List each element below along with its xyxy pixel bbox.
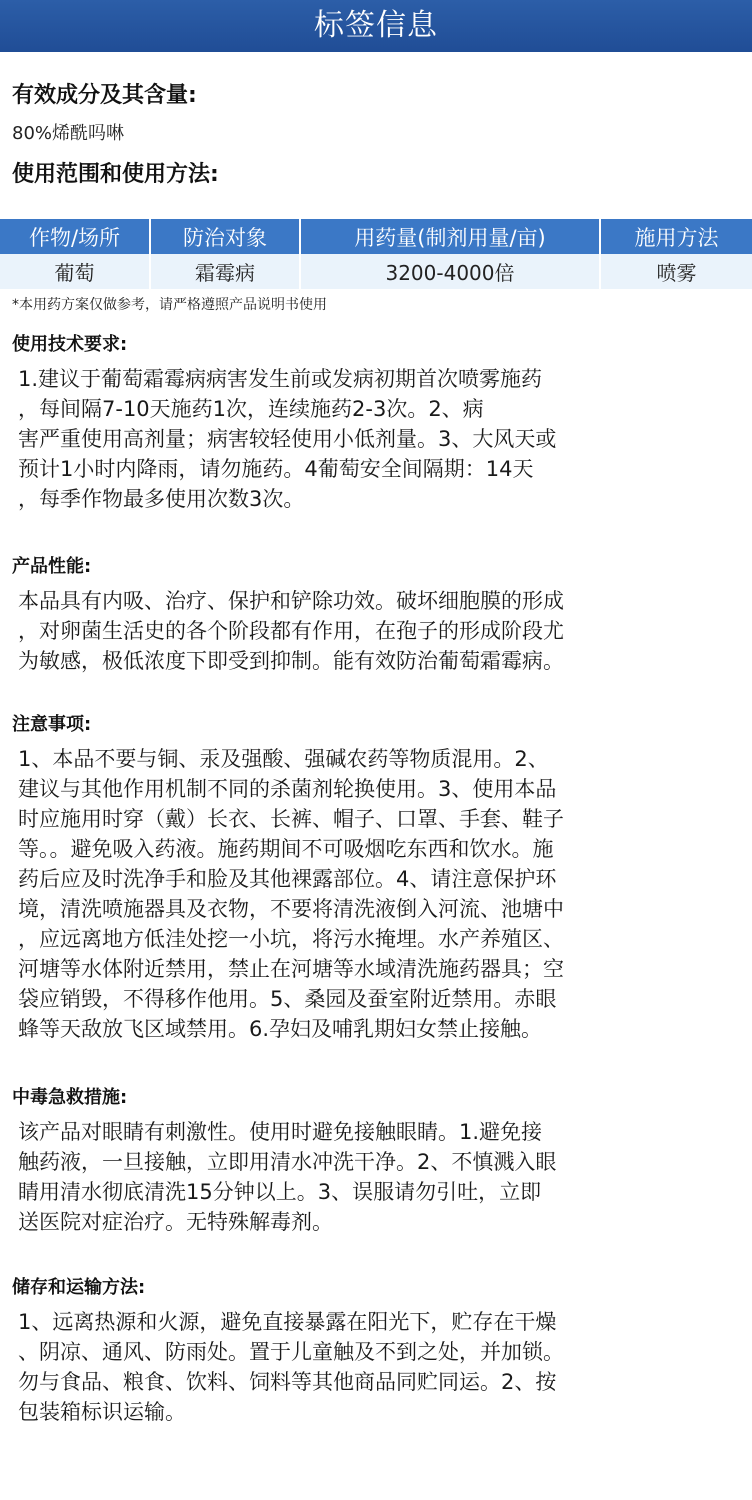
section-title-performance: 产品性能: [12, 556, 92, 577]
section-body-storage: 1、远离热源和火源，避免直接暴露在阳光下，贮存在干燥 、阴凉、通风、防雨处。置于儿童触及不到之处，并加锁。 勿与食品、粮食、饮料、饲料等其他商品同贮同运。2、按 包装箱标识运输。 [18, 1310, 564, 1424]
ingredients-value: 80%烯酰吗啉 [12, 123, 125, 144]
usage-note: *本用药方案仅做参考，请严格遵照产品说明书使用 [12, 297, 327, 313]
header-title: 标签信息 [314, 8, 438, 43]
section-title-technical: 使用技术要求: [12, 334, 128, 355]
section-body-technical: 1.建议于葡萄霜霉病病害发生前或发病初期首次喷雾施药 ，每间隔7-10天施药1次，连续施药2-3次。2、病 害严重使用高剂量；病害较轻使用小低剂量。3、大风天或 预计1小时内降雨，请勿施药。4葡萄安全间隔期：14天 ，每季作物最多使用次数3次。 [18, 367, 557, 511]
section-title-precautions: 注意事项: [12, 714, 92, 735]
table-row [0, 254, 752, 289]
section-body-performance: 本品具有内吸、治疗、保护和铲除功效。破坏细胞膜的形成 ，对卵菌生活史的各个阶段都有作用，在孢子的形成阶段尤 为敏感，极低浓度下即受到抑制。能有效防治葡萄霜霉病。 [18, 589, 564, 673]
column-header-dosage: 用药量(制剂用量/亩) [300, 219, 600, 254]
section-body-first-aid: 该产品对眼睛有刺激性。使用时避免接触眼睛。1.避免接 触药液，一旦接触，立即用清水冲洗干净。2、不慎溅入眼 睛用清水彻底清洗15分钟以上。3、误服请勿引吐，立即 送医院对症治疗。无特殊解毒剂。 [18, 1120, 557, 1234]
ingredients-label: 有效成分及其含量: [12, 83, 197, 108]
section-title-storage: 储存和运输方法: [12, 1277, 146, 1298]
section-body-precautions: 1、本品不要与铜、汞及强酸、强碱农药等物质混用。2、 建议与其他作用机制不同的杀菌剂轮换使用。3、使用本品 时应施用时穿（戴）长衣、长裤、帽子、口罩、手套、鞋子 等。。避免吸入药液。施药期间不可吸烟吃东西和饮水。施 药后应及时洗净手和脸及其他裸露部位。4、请注意保护环 境，清洗喷施器具及衣物，不要将清洗液倒入河流、池塘中 ，应远离地方低洼处挖一小坑，将污水掩埋。水产养殖区、 河塘等水体附近禁用，禁止在河塘等水域清洗施药器具；空 袋应销毁，不得移作他用。5、桑园及蚕室附近禁用。赤眼 蜂等天敌放飞区域禁用。6.孕妇及哺乳期妇女禁止接触。 [18, 747, 564, 1041]
column-header-target: 防治对象 [150, 219, 300, 254]
cell-crop: 葡萄 [0, 254, 150, 289]
table-header-row [0, 219, 752, 254]
page-header [0, 0, 752, 52]
column-header-crop: 作物/场所 [0, 219, 150, 254]
usage-label: 使用范围和使用方法: [12, 162, 219, 187]
cell-target: 霜霉病 [150, 254, 300, 289]
section-title-first-aid: 中毒急救措施: [12, 1087, 128, 1108]
cell-method: 喷雾 [600, 254, 752, 289]
cell-dosage: 3200-4000倍 [300, 254, 600, 289]
column-header-method: 施用方法 [600, 219, 752, 254]
dosage-table [0, 219, 752, 289]
